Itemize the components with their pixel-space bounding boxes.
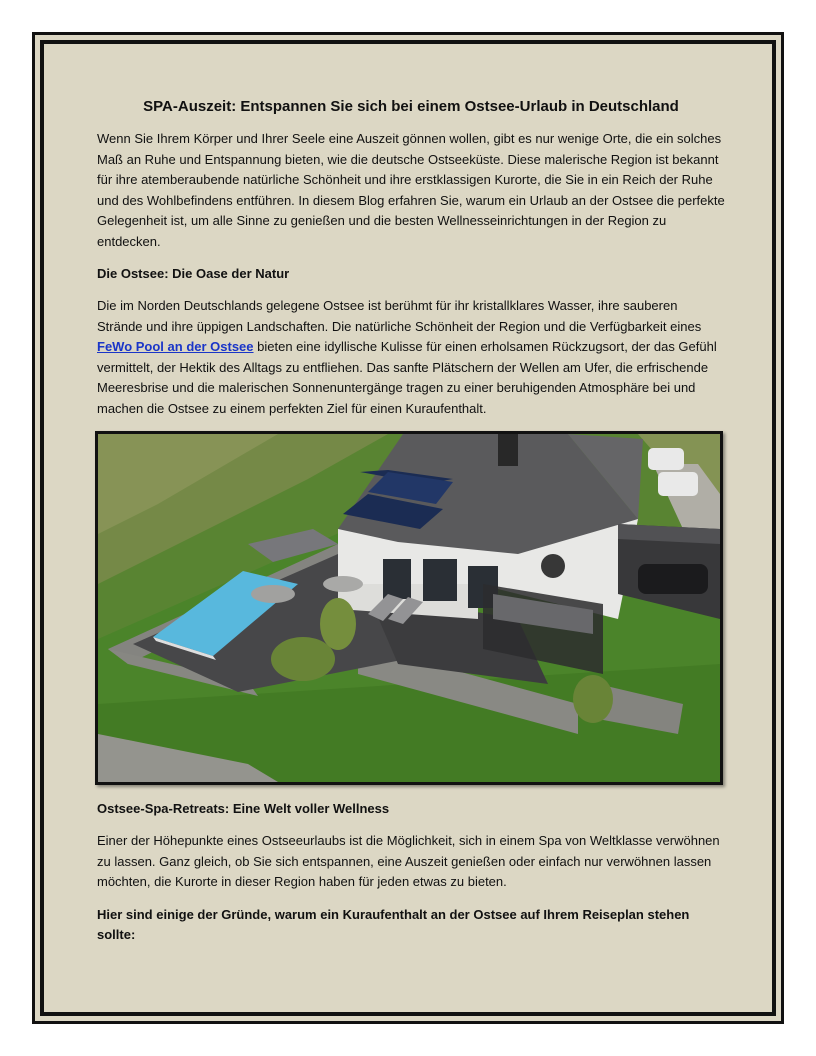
document-page bbox=[32, 32, 784, 1024]
section1-heading: Die Ostsee: Die Oase der Natur bbox=[97, 266, 290, 281]
document-title: SPA-Auszeit: Entspannen Sie sich bei einem Ostsee-Urlaub in Deutschland bbox=[143, 98, 679, 115]
fewo-pool-link[interactable]: FeWo Pool an der Ostsee bbox=[97, 339, 254, 354]
house-aerial-photo bbox=[95, 431, 723, 785]
closing-heading: Hier sind einige der Gründe, warum ein Kuraufenthalt an der Ostsee auf Ihrem Reiseplan stehen sollte: bbox=[97, 906, 690, 942]
section1-paragraph bbox=[97, 296, 725, 419]
section1-text-after-link: bieten eine idyllische Kulisse für einen erholsamen Rückzugsort, der das Gefühl vermittelt, der Hektik des Alltags zu entfliehen. Das sanfte Plätschern der Wellen am Ufer, die erfrischende Meeresbrise und die malerischen Sonnenuntergänge tragen zu einer beruhigenden Atmosphäre bei und machen die Ostsee zu einem perfekten Ziel für einen Kuraufenthalt. bbox=[97, 339, 717, 416]
intro-paragraph: Wenn Sie Ihrem Körper und Ihrer Seele eine Auszeit gönnen wollen, gibt es nur wenige Orte, die ein solches Maß an Ruhe und Entspannung bieten, wie die deutsche Ostseeküste. Diese malerische Region ist bekannt für ihre atemberaubende natürliche Schönheit und ihre erstklassigen Kurorte, die Sie in ein Reich der Ruhe und des Wohlbefindens entführen. In diesem Blog erfahren Sie, warum ein Urlaub an der Ostsee die perfekte Gelegenheit ist, um alle Sinne zu genießen und die besten Wellnesseinrichtungen in der Region zu entdecken. bbox=[97, 131, 725, 249]
document-content bbox=[97, 97, 725, 957]
section2-heading: Ostsee-Spa-Retreats: Eine Welt voller Wellness bbox=[97, 801, 390, 816]
section2-paragraph: Einer der Höhepunkte eines Ostseeurlaubs ist die Möglichkeit, sich in einem Spa von Weltklasse verwöhnen zu lassen. Ganz gleich, ob Sie sich entspannen, eine Auszeit genießen oder einfach nur verwöhnen lassen möchten, die Kurorte in dieser Region haben für jeden etwas zu bieten. bbox=[97, 833, 720, 889]
section1-text-before-link: Die im Norden Deutschlands gelegene Ostsee ist berühmt für ihr kristallklares Wasser, ihre sauberen Strände und ihre üppigen Landschaften. Die natürliche Schönheit der Region und die Verfügbarkeit eines bbox=[97, 298, 702, 334]
